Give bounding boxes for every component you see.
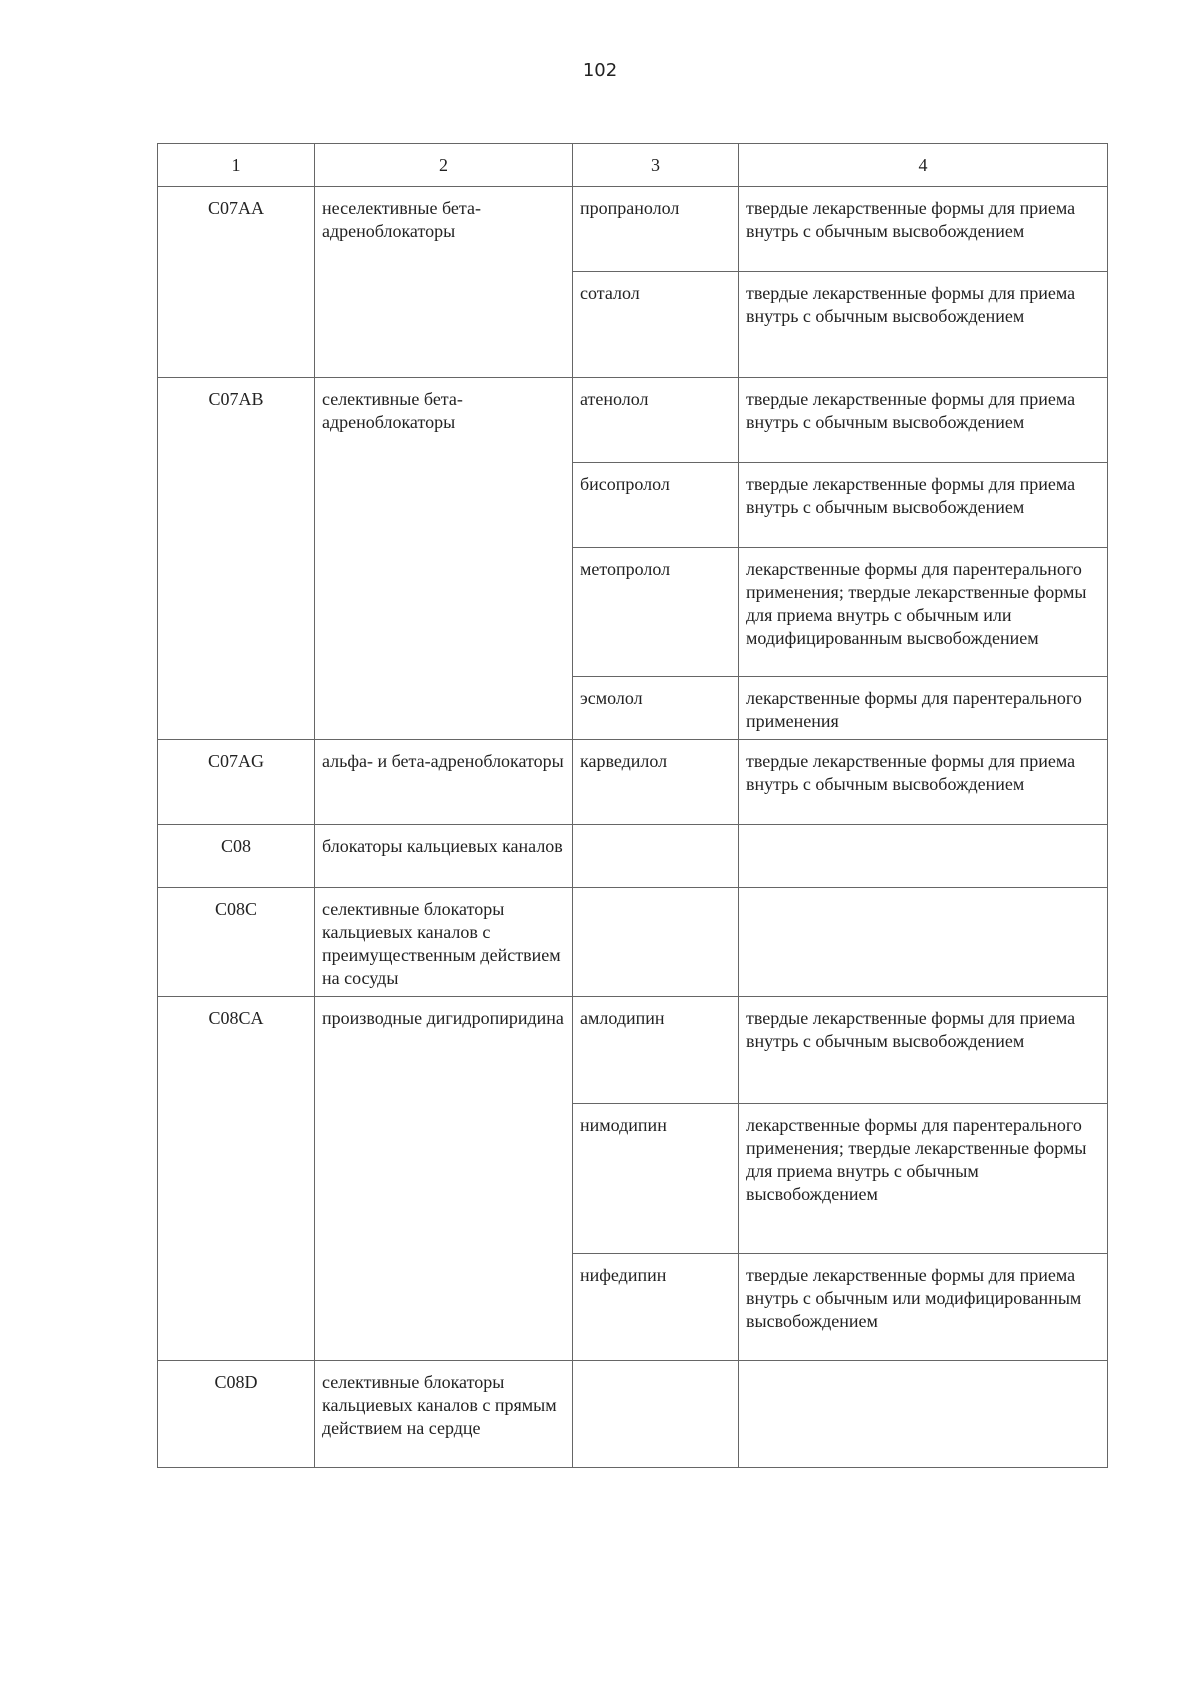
- dosage-forms-cell: лекарственные формы для парентерального применения; твердые лекарственные формы для приема внутрь с обычным высвобождением: [739, 1104, 1108, 1254]
- dosage-forms-cell: лекарственные формы для парентерального применения: [739, 677, 1108, 740]
- column-header-1: 1: [158, 144, 315, 187]
- drug-name-cell: [573, 888, 739, 997]
- dosage-forms-cell: твердые лекарственные формы для приема внутрь с обычным высвобождением: [739, 187, 1108, 272]
- group-name-cell: альфа- и бета-адреноблокаторы: [315, 740, 573, 825]
- dosage-forms-cell: твердые лекарственные формы для приема внутрь с обычным высвобождением: [739, 378, 1108, 463]
- drug-name-cell: пропранолол: [573, 187, 739, 272]
- drug-name-cell: [573, 1361, 739, 1468]
- column-header-4: 4: [739, 144, 1108, 187]
- column-header-3: 3: [573, 144, 739, 187]
- dosage-forms-cell: твердые лекарственные формы для приема внутрь с обычным высвобождением: [739, 463, 1108, 548]
- drug-name-cell: нимодипин: [573, 1104, 739, 1254]
- group-name-cell: селективные блокаторы кальциевых каналов с преимущественным действием на сосуды: [315, 888, 573, 997]
- header-row: [158, 144, 1108, 187]
- dosage-forms-cell: лекарственные формы для парентерального применения; твердые лекарственные формы для приема внутрь с обычным или модифицированным высвобождением: [739, 548, 1108, 677]
- table-row: [158, 378, 1108, 463]
- atc-code-cell: C07AB: [158, 378, 315, 740]
- table-row: [158, 997, 1108, 1104]
- table-row: [158, 825, 1108, 888]
- drug-name-cell: амлодипин: [573, 997, 739, 1104]
- group-name-cell: селективные блокаторы кальциевых каналов с прямым действием на сердце: [315, 1361, 573, 1468]
- drug-name-cell: бисопролол: [573, 463, 739, 548]
- dosage-forms-cell: [739, 825, 1108, 888]
- dosage-forms-cell: твердые лекарственные формы для приема внутрь с обычным высвобождением: [739, 272, 1108, 378]
- atc-code-cell: C08D: [158, 1361, 315, 1468]
- group-name-cell: селективные бета-адреноблокаторы: [315, 378, 573, 740]
- table-row: [158, 740, 1108, 825]
- drug-name-cell: атенолол: [573, 378, 739, 463]
- drug-name-cell: эсмолол: [573, 677, 739, 740]
- table-header: [158, 144, 1108, 187]
- dosage-forms-cell: твердые лекарственные формы для приема внутрь с обычным или модифицированным высвобождением: [739, 1254, 1108, 1361]
- drug-name-cell: карведилол: [573, 740, 739, 825]
- group-name-cell: неселективные бета-адреноблокаторы: [315, 187, 573, 378]
- atc-code-cell: C07AG: [158, 740, 315, 825]
- table-row: [158, 187, 1108, 272]
- group-name-cell: блокаторы кальциевых каналов: [315, 825, 573, 888]
- table-row: [158, 888, 1108, 997]
- group-name-cell: производные дигидропиридина: [315, 997, 573, 1361]
- atc-code-cell: C07AA: [158, 187, 315, 378]
- dosage-forms-cell: [739, 1361, 1108, 1468]
- table-body: [158, 187, 1108, 1468]
- dosage-forms-cell: твердые лекарственные формы для приема внутрь с обычным высвобождением: [739, 997, 1108, 1104]
- table-row: [158, 1361, 1108, 1468]
- drug-name-cell: нифедипин: [573, 1254, 739, 1361]
- dosage-forms-cell: твердые лекарственные формы для приема внутрь с обычным высвобождением: [739, 740, 1108, 825]
- atc-code-cell: C08: [158, 825, 315, 888]
- atc-code-cell: C08CA: [158, 997, 315, 1361]
- column-header-2: 2: [315, 144, 573, 187]
- drug-name-cell: соталол: [573, 272, 739, 378]
- drug-name-cell: метопролол: [573, 548, 739, 677]
- drug-name-cell: [573, 825, 739, 888]
- atc-drug-table: [157, 143, 1108, 1468]
- atc-code-cell: C08C: [158, 888, 315, 997]
- page-number: 102: [582, 60, 618, 81]
- dosage-forms-cell: [739, 888, 1108, 997]
